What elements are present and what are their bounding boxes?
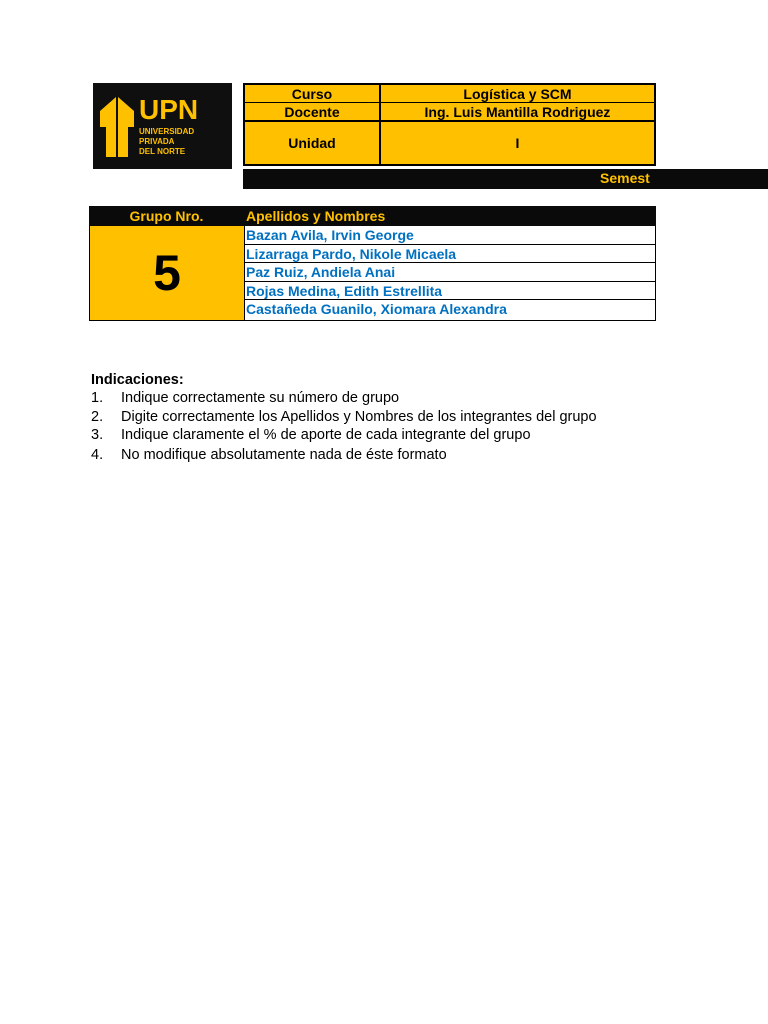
instruction-item	[91, 446, 711, 465]
instruction-number: 1.	[91, 390, 104, 406]
teacher-label: Docente	[245, 103, 381, 120]
group-number-header: Grupo Nro.	[129, 208, 204, 224]
unit-value: I	[515, 135, 520, 151]
group-number-cell[interactable]: 5	[89, 226, 245, 321]
logo-line-2: PRIVADA	[139, 137, 175, 146]
unit-row	[245, 122, 654, 164]
logo-line-1: UNIVERSIDAD	[139, 127, 195, 136]
instruction-item	[91, 389, 711, 408]
group-table-header	[89, 206, 656, 226]
instruction-item	[91, 408, 711, 427]
instruction-text: No modifique absolutamente nada de éste formato	[121, 446, 447, 463]
semester-bar	[243, 169, 768, 189]
member-list	[245, 226, 656, 321]
teacher-row	[245, 103, 654, 122]
instructions-block	[91, 371, 711, 464]
member-name-cell[interactable]: Bazan Avila, Irvin George	[245, 226, 655, 245]
instruction-number: 2.	[91, 408, 104, 425]
course-info-table	[243, 83, 656, 166]
member-name-cell[interactable]: Castañeda Guanilo, Xiomara Alexandra	[246, 301, 507, 318]
course-label: Curso	[245, 85, 381, 102]
upn-arrow-icon	[93, 83, 232, 169]
instructions-title: Indicaciones:	[91, 372, 184, 388]
unit-label: Unidad	[245, 122, 381, 164]
course-value: Logística y SCM	[463, 85, 572, 102]
semester-label: Semest	[600, 170, 650, 186]
member-names-header: Apellidos y Nombres	[246, 208, 386, 224]
instruction-text: Indique claramente el % de aporte de cada integrante del grupo	[121, 427, 531, 443]
instruction-item	[91, 426, 711, 445]
logo-brand: UPN	[139, 94, 199, 125]
member-name-cell[interactable]: Lizarraga Pardo, Nikole Micaela	[245, 245, 655, 264]
instruction-number: 3.	[91, 427, 104, 443]
logo-line-3: DEL NORTE	[139, 147, 186, 156]
course-row	[245, 85, 654, 103]
instruction-number: 4.	[91, 446, 104, 463]
teacher-value: Ing. Luis Mantilla Rodriguez	[424, 103, 611, 120]
instruction-text: Indique correctamente su número de grupo	[121, 390, 400, 406]
member-name-cell[interactable]: Paz Ruiz, Andiela Anai	[245, 263, 655, 282]
member-name-cell[interactable]: Rojas Medina, Edith Estrellita	[245, 282, 655, 301]
upn-logo	[93, 83, 232, 169]
instruction-text: Digite correctamente los Apellidos y Nombres de los integrantes del grupo	[121, 408, 597, 425]
